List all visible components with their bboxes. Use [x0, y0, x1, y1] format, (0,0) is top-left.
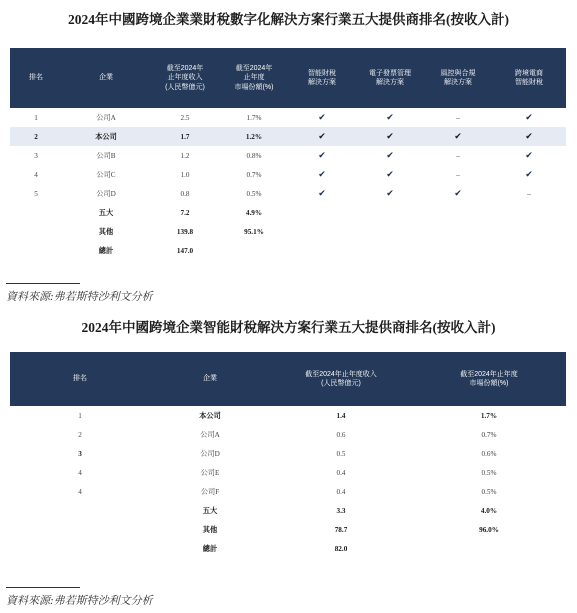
share-cell: 1.7% [246, 113, 262, 122]
share-cell: 0.6% [481, 449, 497, 458]
header-rank: 排名 [73, 375, 87, 383]
share-cell: 0.5% [481, 487, 497, 496]
table1-source: 資料來源:弗若斯特沙利文分析 [6, 291, 153, 303]
check-icon: ✔ [386, 169, 394, 180]
share-cell: 1.2% [220, 127, 288, 146]
rank-cell: 1 [34, 113, 38, 122]
share-cell: 4.0% [480, 506, 498, 515]
revenue-cell: 2.5 [180, 113, 190, 122]
check-icon: ✔ [424, 127, 492, 146]
share-cell: 0.7% [246, 170, 262, 179]
company-cell: 公司C [96, 170, 116, 179]
source-divider [6, 283, 80, 284]
header-e-invoice: 電子發票管理 解決方案 [369, 69, 411, 86]
share-cell: 0.5% [246, 189, 262, 198]
share-cell [412, 539, 566, 558]
summary-row [10, 203, 566, 222]
check-icon: ✔ [288, 127, 356, 146]
summary-label: 五大 [202, 506, 218, 515]
header-company: 企業 [203, 375, 217, 383]
revenue-cell: 0.4 [336, 468, 346, 477]
check-icon: ✔ [318, 169, 326, 180]
revenue-cell: 0.8 [180, 189, 190, 198]
share-cell: 0.7% [481, 430, 497, 439]
share-cell: 4.9% [245, 208, 263, 217]
share-cell [220, 241, 288, 260]
check-icon: ✔ [525, 150, 533, 161]
dash-icon: – [456, 151, 460, 160]
revenue-cell: 0.5 [336, 449, 346, 458]
summary-row [10, 520, 566, 539]
table-row [10, 425, 566, 444]
company-cell: 公司A [96, 113, 116, 122]
rank-cell: 1 [78, 411, 82, 420]
table1-title: 2024年中國跨境企業業財稅數字化解決方案行業五大提供商排名(按收入計) [68, 12, 509, 27]
company-cell: 公司B [96, 151, 116, 160]
table-row [10, 463, 566, 482]
header-revenue: 截至2024年止年度收入 (人民幣億元) [305, 370, 377, 387]
dash-icon: – [456, 113, 460, 122]
rank-cell: 5 [34, 189, 38, 198]
revenue-cell: 7.2 [180, 208, 190, 217]
check-icon: ✔ [386, 150, 394, 161]
check-icon: ✔ [318, 188, 326, 199]
revenue-cell: 139.8 [176, 227, 194, 236]
revenue-cell: 147.0 [176, 246, 194, 255]
revenue-cell: 0.4 [336, 487, 346, 496]
table-row [10, 165, 566, 184]
company-cell: 本公司 [199, 411, 221, 420]
dash-icon: – [527, 189, 531, 198]
table2-source: 資料來源:弗若斯特沙利文分析 [6, 595, 153, 607]
rank-cell: 3 [34, 151, 38, 160]
table1 [10, 48, 566, 260]
revenue-cell: 78.7 [334, 525, 348, 534]
table-row-highlight [10, 127, 566, 146]
check-icon: ✔ [525, 169, 533, 180]
rank-cell: 2 [10, 127, 62, 146]
revenue-cell: 1.0 [180, 170, 190, 179]
table2 [10, 352, 566, 558]
share-cell: 0.5% [481, 468, 497, 477]
rank-cell: 3 [78, 449, 82, 458]
summary-label: 總計 [98, 246, 114, 255]
header-rank: 排名 [29, 74, 43, 82]
check-icon: ✔ [492, 127, 566, 146]
table-row-highlight [10, 406, 566, 425]
company-cell: 公司D [96, 189, 116, 198]
check-icon: ✔ [356, 127, 424, 146]
table-row [10, 108, 566, 127]
company-cell: 本公司 [62, 127, 150, 146]
check-icon: ✔ [454, 188, 462, 199]
share-cell: 0.8% [246, 151, 262, 160]
dash-icon: – [456, 170, 460, 179]
revenue-cell: 1.4 [336, 411, 346, 420]
summary-row [10, 222, 566, 241]
revenue-cell: 3.3 [336, 506, 346, 515]
header-revenue: 截至2024年 止年度收入 (人民幣億元) [165, 64, 205, 91]
rank-cell: 4 [78, 468, 82, 477]
company-cell: 公司F [200, 487, 220, 496]
table-row [10, 444, 566, 463]
table1-header-row [10, 48, 566, 108]
rank-cell: 4 [34, 170, 38, 179]
check-icon: ✔ [318, 150, 326, 161]
check-icon: ✔ [318, 112, 326, 123]
header-share: 截至2024年止年度 市場份額(%) [460, 370, 518, 387]
company-cell: 公司A [200, 430, 220, 439]
company-cell: 公司D [200, 449, 220, 458]
summary-row [10, 501, 566, 520]
check-icon: ✔ [386, 112, 394, 123]
header-smart-tax: 智能財稅 解決方案 [308, 69, 336, 86]
header-company: 企業 [99, 74, 113, 82]
table-row [10, 184, 566, 203]
table-row [10, 482, 566, 501]
table2-header-row [10, 352, 566, 406]
revenue-cell: 82.0 [334, 544, 348, 553]
share-cell: 96.0% [479, 525, 499, 534]
share-cell: 1.7% [480, 411, 498, 420]
rank-cell: 2 [78, 430, 82, 439]
check-icon: ✔ [525, 112, 533, 123]
summary-row [10, 241, 566, 260]
summary-label: 其他 [202, 525, 218, 534]
check-icon: ✔ [386, 188, 394, 199]
summary-label: 其他 [98, 227, 114, 236]
share-cell: 95.1% [244, 227, 264, 236]
rank-cell: 4 [78, 487, 82, 496]
header-cross-border-ecommerce: 跨境電商 智能財稅 [515, 69, 543, 86]
revenue-cell: 0.6 [336, 430, 346, 439]
summary-row [10, 539, 566, 558]
header-risk-compliance: 風控與合規 解決方案 [440, 69, 476, 86]
summary-label: 總計 [202, 544, 218, 553]
revenue-cell: 1.7 [150, 127, 220, 146]
summary-label: 五大 [98, 208, 114, 217]
company-cell: 公司E [200, 468, 220, 477]
table-row [10, 146, 566, 165]
revenue-cell: 1.2 [180, 151, 190, 160]
header-share: 截至2024年 止年度 市場份額(%) [234, 64, 274, 91]
table2-title: 2024年中國跨境企業智能財稅解決方案行業五大提供商排名(按收入計) [81, 320, 496, 335]
source-divider [6, 587, 80, 588]
